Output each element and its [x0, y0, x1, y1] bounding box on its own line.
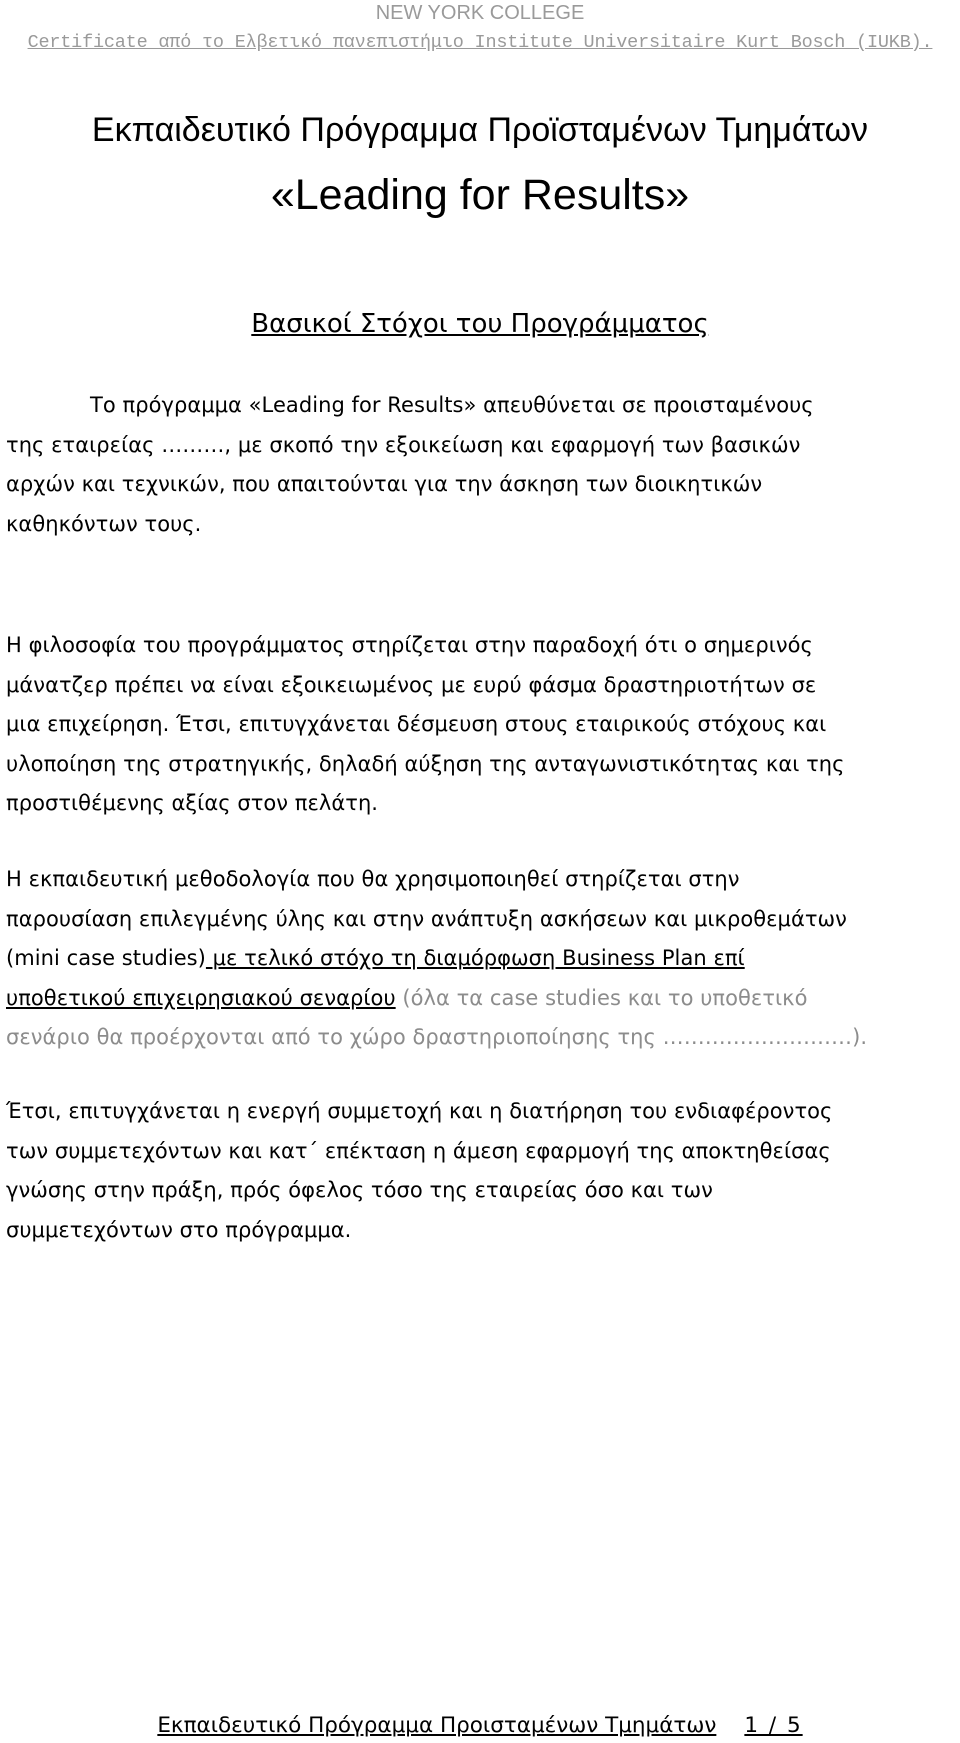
paragraph-line: Το πρόγραμμα «Leading for Results» απευθύνεται σε προισταμένους: [90, 393, 814, 417]
case-studies-note: (όλα τα case studies και το υποθετικό: [395, 985, 808, 1010]
certificate-line: Certificate από το Ελβετικό πανεπιστήμιο Institute Universitaire Kurt Bosch (IUKB).: [27, 32, 933, 53]
scenario-text: υποθετικού επιχειρησιακού σεναρίου: [6, 985, 396, 1010]
paragraph-line: γνώσης στην πράξη, πρός όφελος τόσο της εταιρείας όσο και των: [6, 1178, 713, 1202]
page-footer: [0, 1712, 960, 1740]
paragraph-line: μάνατζερ πρέπει να είναι εξοικειωμένος με ευρύ φάσμα δραστηριοτήτων σε: [6, 672, 817, 697]
paragraph-line: καθηκόντων τους.: [6, 511, 202, 536]
program-title: Εκπαιδευτικό Πρόγραμμα Προϊσταμένων Τμημάτων: [91, 111, 869, 149]
paragraph-participation: [6, 1092, 954, 1250]
college-name: NEW YORK COLLEGE: [375, 2, 585, 24]
page-header: [0, 0, 960, 56]
program-subtitle: «Leading for Results»: [270, 171, 690, 219]
paragraph-line: Η φιλοσοφία του προγράμματος στηρίζεται στην παραδοχή ότι ο σημερινός: [6, 633, 813, 657]
paragraph-line: της εταιρείας ………, με σκοπό την εξοικείωση και εφαρμογή των βασικών: [6, 432, 801, 457]
business-plan-goal-text: με τελικό στόχο τη διαμόρφωση Business Plan επί: [205, 946, 745, 970]
paragraph-line: [6, 1018, 954, 1058]
paragraph-line: προστιθέμενης αξίας στον πελάτη.: [6, 791, 379, 815]
scenario-source-note: σενάριο θα προέρχονται από το χώρο δραστηριοποίησης της: [6, 1025, 663, 1049]
paragraph-methodology: [6, 860, 954, 1058]
footer-title: Εκπαιδευτικό Πρόγραμμα Προισταμένων Τμημάτων: [157, 1713, 717, 1738]
section-heading: Βασικοί Στόχοι του Προγράμματος: [251, 309, 709, 339]
paragraph-line: παρουσίαση επιλεγμένης ύλης και στην ανάπτυξη ασκήσεων και μικροθεμάτων: [6, 906, 847, 931]
page-number: 1 / 5: [744, 1713, 803, 1738]
paragraph-line: των συμμετεχόντων και κατ΄ επέκταση η άμεση εφαρμογή της αποκτηθείσας: [6, 1138, 831, 1163]
placeholder-dots: ………………………).: [662, 1025, 868, 1049]
mini-case-studies-text: (mini case studies): [6, 946, 206, 970]
paragraph-line: Η εκπαιδευτική μεθοδολογία που θα χρησιμοποιηθεί στηρίζεται στην: [6, 867, 740, 891]
paragraph-philosophy: [6, 626, 954, 824]
paragraph-line: Έτσι, επιτυγχάνεται η ενεργή συμμετοχή και η διατήρηση του ενδιαφέροντος: [6, 1099, 833, 1123]
paragraph-line: [6, 979, 954, 1019]
paragraph-line: αρχών και τεχνικών, που απαιτούνται για την άσκηση των διοικητικών: [6, 472, 763, 496]
paragraph-line: συμμετεχόντων στο πρόγραμμα.: [6, 1217, 352, 1242]
paragraph-line: μια επιχείρηση. Έτσι, επιτυγχάνεται δέσμευση στους εταιρικούς στόχους και: [6, 712, 827, 736]
paragraph-line: [6, 939, 954, 979]
paragraph-audience: [6, 386, 954, 544]
paragraph-line: υλοποίηση της στρατηγικής, δηλαδή αύξηση της ανταγωνιστικότητας και της: [6, 751, 845, 776]
